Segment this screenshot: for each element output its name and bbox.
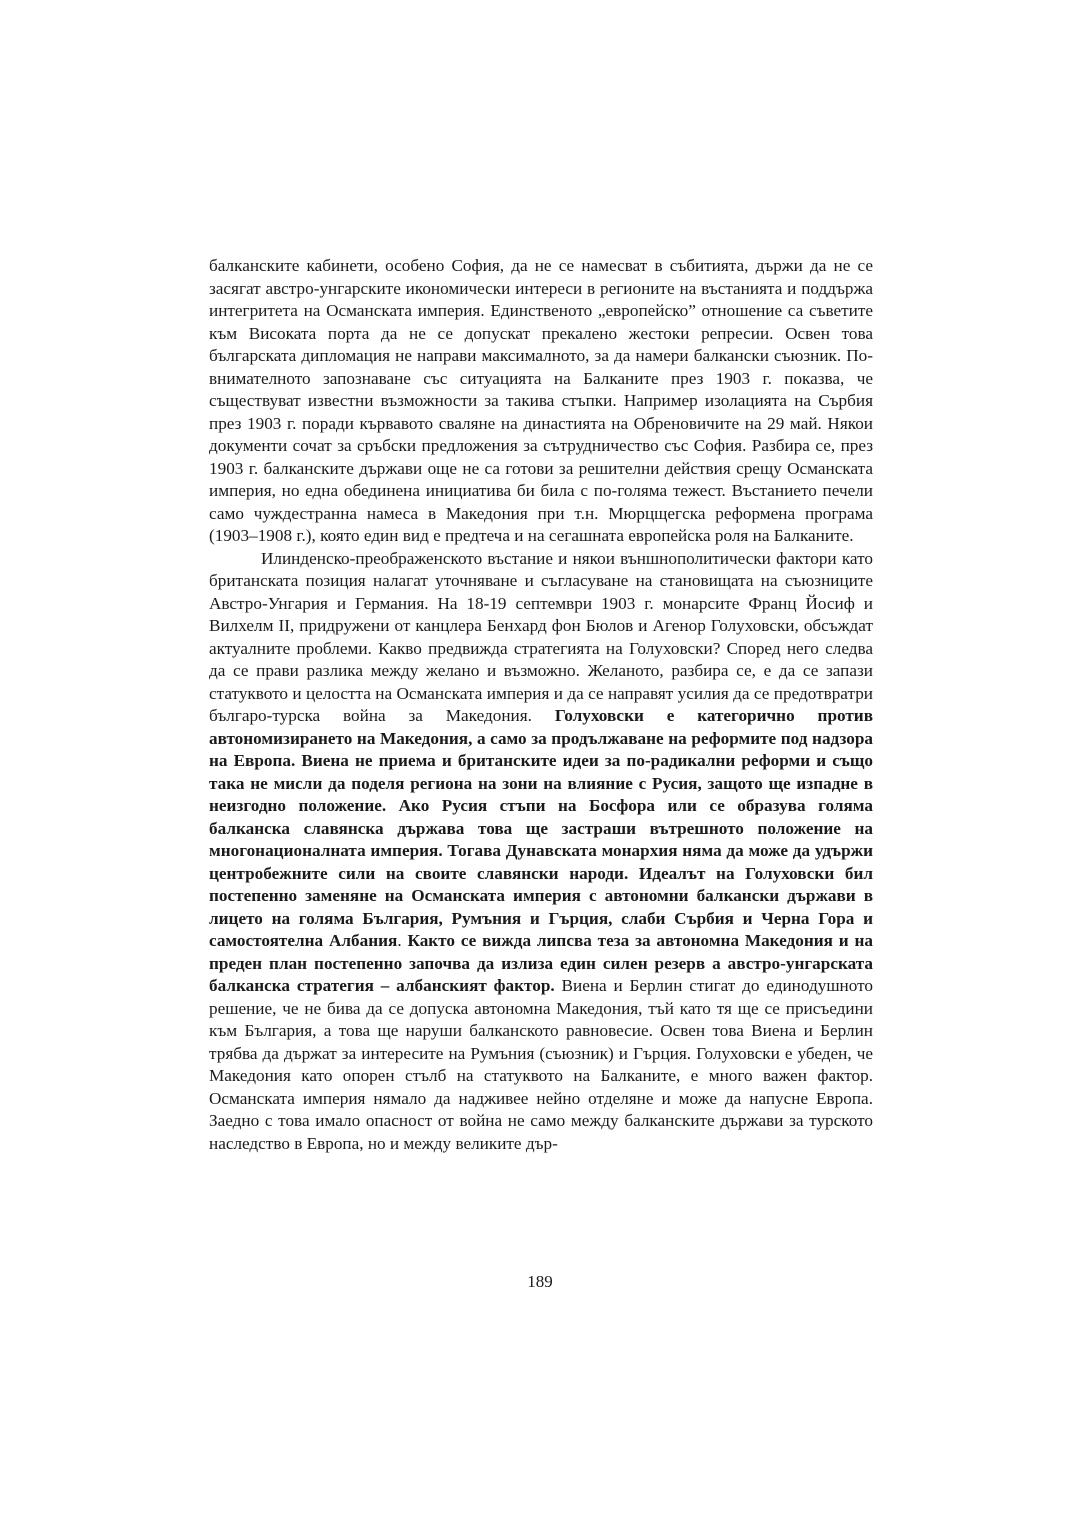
paragraph-2-text-3: Виена и Берлин стигат до единодушното решение, че не бива да се допуска автономна Македония, тъй като тя ще се присъедини към България, а това ще наруши балканското равновесие. Освен това Виена и Берлин трябва да държат за интересите на Румъния (съюзник) и Гърция. Голуховски е убеден, че Македония като опорен стълб на статуквото на Балканите, е много важен фактор. Османската империя нямало да надживее нейно отделяне и може да напусне Европа. Заедно с това имало опасност от война не само между балканските държави за турското наследство в Европа, но и между великите дър- (209, 976, 873, 1153)
paragraph-2-text-1: Илинденско-преображенското въстание и някои външнополитически фактори като британската позиция налагат уточняване и съгласуване на становищата на съюзниците Австро-Унгария и Германия. На 18-19 септември 1903 г. монарсите Франц Йосиф и Вилхелм II, придружени от канцлера Бенхард фон Бюлов и Агенор Голуховски, обсъждат актуалните проблеми. Какво предвижда стратегията на Голуховски? Според него следва да се прави разлика между желано и възможно. Желаното, разбира се, е да се запази статуквото и целостта на Османската империя и да се направят усилия да се предотвратри българо-турска война за Македония. (209, 548, 873, 725)
page-number: 189 (527, 1272, 553, 1291)
page-body (209, 255, 873, 1155)
paragraph-2-bold-1: Голуховски е категорично против автономизирането на Македония, а само за продължаване на реформите под надзора на Европа. Виена не приема и британските идеи за по-радикални реформи и също така не мисли да поделя региона на зони на влияние с Русия, защото ще изпадне в неизгодно положение. Ако Русия стъпи на Босфора или се образува голяма балканска славянска държава това ще застраши вътрешното положение на многонационалната империя. Тогава Дунавската монархия няма да може да удържи центробежните сили на своите славянски народи. Идеалът на Голуховски бил постепенно заменяне на Османската империя с автономни балкански държави в лицето на голяма България, Румъния и Гърция, слаби Сърбия и Черна Гора и самостоятелна Албания (209, 706, 873, 950)
paragraph-2 (209, 548, 873, 1156)
paragraph-1: балканските кабинети, особено София, да не се намесват в събитията, държи да не се засягат австро-унгарските икономически интереси в регионите на въстанията и поддържа интегритета на Османската империя. Единственото „европейско” отношение са съветите към Високата порта да не се допускат прекалено жестоки репресии. Освен това българската дипломация не направи максималното, за да намери балкански съюзник. По-внимателното запознаване със ситуацията на Балканите през 1903 г. показва, че съществуват известни възможности за такива стъпки. Например изолацията на Сърбия през 1903 г. поради кървавото сваляне на династията на Обреновичите на 29 май. Някои документи сочат за сръбски предложения за сътрудничество със София. Разбира се, през 1903 г. балканските държави още не са готови за решителни действия срещу Османската империя, но една обединена инициатива би била с по-голяма тежест. Въстанието печели само чуждестранна намеса в Македония при т.н. Мюрцщегска реформена програма (1903–1908 г.), която един вид е предтеча и на сегашната европейска роля на Балканите. (209, 256, 873, 545)
paragraph-2-text-2: . (397, 931, 408, 950)
paragraph-2-bold-2: Както се вижда липсва теза за автономна Македония и на преден план постепенно започва да излиза един силен резерв а австро-унгарската балканска стратегия – албанският фактор. (209, 931, 874, 995)
